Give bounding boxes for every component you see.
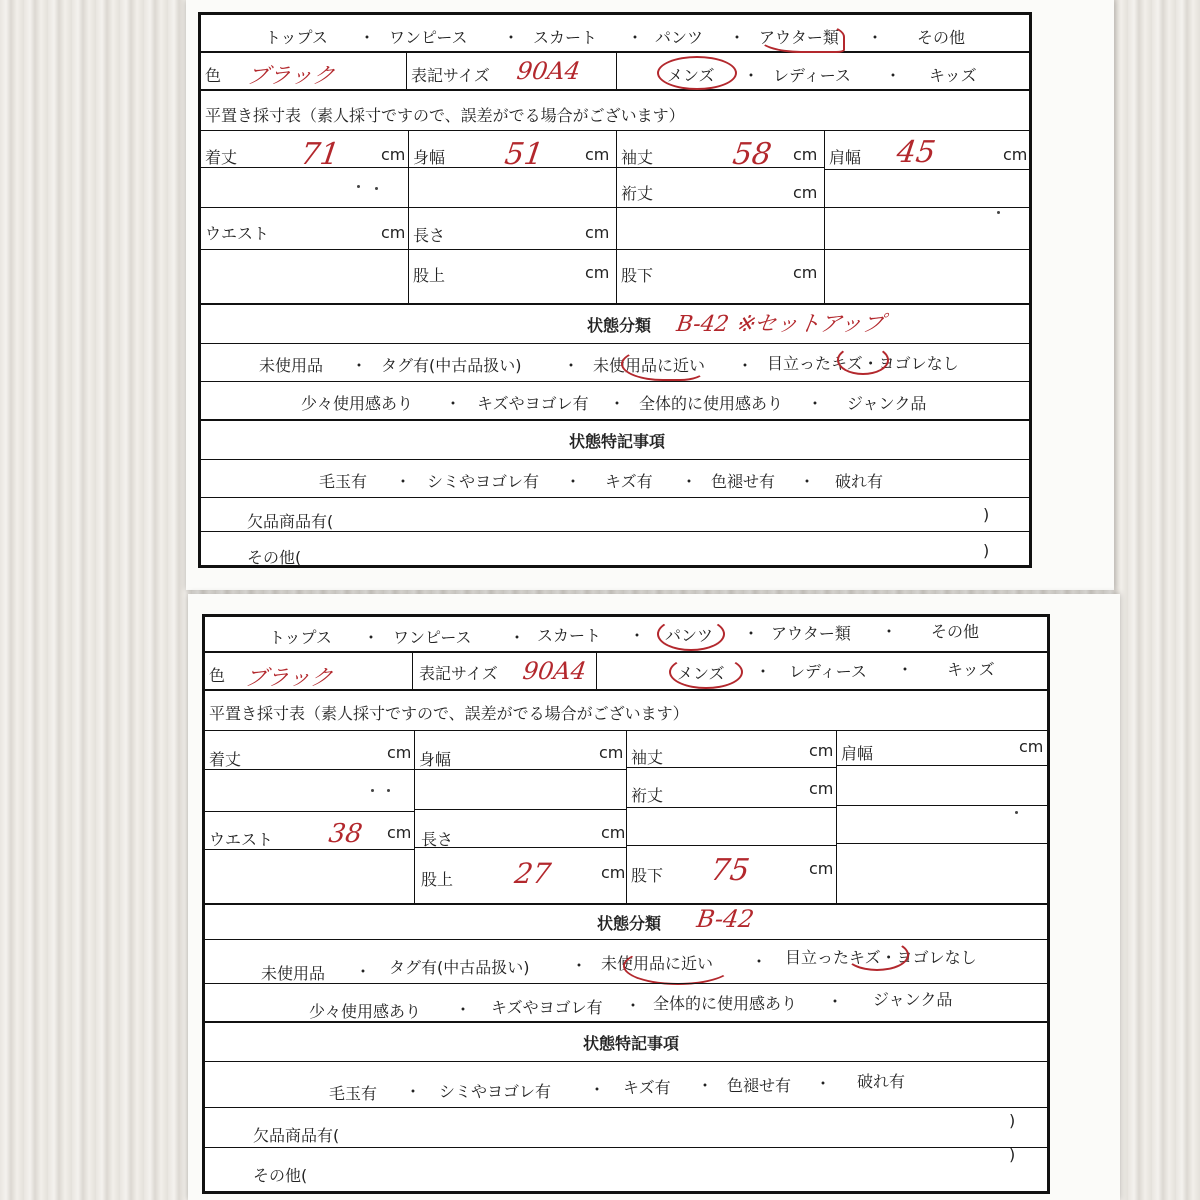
remark-tears: 破れ有 xyxy=(857,1072,906,1091)
condition-block xyxy=(205,905,1047,1023)
cond-no-damage: 目立ったキズ・ヨゴレなし xyxy=(767,354,959,373)
remark-tears: 破れ有 xyxy=(835,472,884,491)
separator: ・ xyxy=(681,472,698,491)
other-label: その他( xyxy=(247,548,302,567)
selection-circle xyxy=(757,21,845,53)
remarks-block xyxy=(205,1023,1047,1191)
category-row xyxy=(205,617,1047,653)
separator: ・ xyxy=(697,1076,714,1095)
separator: ・ xyxy=(827,992,844,1011)
gender-mens: メンズ xyxy=(677,664,725,683)
remarks-block xyxy=(201,421,1029,565)
cond-slight-use: 少々使用感あり xyxy=(309,1002,422,1021)
color-label: 色 xyxy=(209,666,226,685)
size-cell xyxy=(407,53,617,89)
unit-cm: cm xyxy=(809,741,834,760)
remarks-title: 状態特記事項 xyxy=(569,432,666,451)
measure-table-title: 平置き採寸表（素人採寸ですので、誤差がでる場合がございます） xyxy=(205,106,685,125)
separator: ・ xyxy=(571,956,588,975)
measure-title-row xyxy=(201,91,1029,131)
label-shoulder: 肩幅 xyxy=(829,148,862,167)
label-yuki: 裄丈 xyxy=(631,786,664,805)
measure-col-2 xyxy=(415,731,627,903)
separator: ・ xyxy=(799,472,816,491)
gender-ladies: レディース xyxy=(789,662,867,681)
unit-cm: cm xyxy=(601,823,626,842)
remark-fading: 色褪せ有 xyxy=(727,1076,792,1095)
unit-cm: cm xyxy=(1003,145,1028,164)
separator: ・ xyxy=(455,1000,472,1019)
value-inseam: 75 xyxy=(708,853,752,888)
condition-title: 状態分類 xyxy=(587,316,652,335)
color-size-row xyxy=(201,53,1029,91)
separator: ・ xyxy=(807,394,824,413)
condition-block xyxy=(201,305,1029,421)
color-value: ブラック xyxy=(244,64,337,89)
separator: ・ xyxy=(509,628,526,647)
cond-no-damage: 目立ったキズ・ヨゴレなし xyxy=(785,948,977,967)
unit-cm: cm xyxy=(381,223,406,242)
size-label: 表記サイズ xyxy=(411,66,490,85)
condition-form-bottom xyxy=(202,614,1050,1194)
unit-cm: cm xyxy=(601,863,626,882)
separator: ・ xyxy=(743,66,760,85)
missing-parts-label: 欠品商品有( xyxy=(247,512,334,531)
category-outer: アウター類 xyxy=(771,624,851,643)
color-size-row xyxy=(205,653,1047,691)
separator: ・ xyxy=(815,1074,832,1093)
value-rise: 27 xyxy=(512,857,553,890)
separator: ・ xyxy=(503,28,520,47)
separator: ・ xyxy=(897,660,914,679)
value-length: 71 xyxy=(298,137,342,172)
remarks-title: 状態特記事項 xyxy=(583,1034,680,1053)
separator: ・ xyxy=(743,624,760,643)
unit-cm: cm xyxy=(793,145,818,164)
close-paren: ) xyxy=(1009,1145,1016,1164)
measure-col-4 xyxy=(837,731,1047,903)
condition-note: B-42 xyxy=(695,905,756,933)
unit-cm: cm xyxy=(387,823,412,842)
separator: ・ xyxy=(885,66,902,85)
cond-unused: 未使用品 xyxy=(259,356,324,375)
remark-pilling: 毛玉有 xyxy=(319,472,368,491)
measure-col-3 xyxy=(617,131,825,303)
cond-tagged: タグ有(中古品扱い) xyxy=(381,356,522,375)
separator: ・ xyxy=(755,662,772,681)
selection-circle xyxy=(657,617,725,651)
separator: ・ xyxy=(563,356,580,375)
condition-form-top xyxy=(198,12,1032,568)
unit-cm: cm xyxy=(1019,737,1044,756)
stray-mark xyxy=(357,185,360,188)
category-outer: アウター類 xyxy=(759,28,839,47)
gender-cell xyxy=(617,53,1029,89)
separator: ・ xyxy=(355,962,372,981)
category-skirt: スカート xyxy=(533,28,598,47)
category-skirt: スカート xyxy=(537,626,602,645)
gender-ladies: レディース xyxy=(773,66,851,85)
selection-circle xyxy=(657,56,737,90)
unit-cm: cm xyxy=(809,859,834,878)
stray-mark xyxy=(997,211,1000,214)
label-length: 着丈 xyxy=(205,148,238,167)
unit-cm: cm xyxy=(793,183,818,202)
gender-cell xyxy=(597,653,1047,689)
category-tops: トップス xyxy=(269,628,332,647)
separator: ・ xyxy=(445,394,462,413)
measure-grid xyxy=(201,131,1029,305)
size-value: 90A4 xyxy=(521,657,589,685)
measure-col-4 xyxy=(825,131,1029,303)
measure-col-2 xyxy=(409,131,617,303)
remark-scratches: キズ有 xyxy=(605,472,653,491)
gender-kids: キッズ xyxy=(947,660,995,679)
category-tops: トップス xyxy=(265,28,328,47)
selection-circle xyxy=(669,655,743,689)
separator: ・ xyxy=(627,28,644,47)
color-value: ブラック xyxy=(242,666,335,691)
label-inseam: 股下 xyxy=(621,266,654,285)
label-sleeve: 袖丈 xyxy=(621,148,654,167)
selection-circle xyxy=(837,345,889,375)
unit-cm: cm xyxy=(809,779,834,798)
unit-cm: cm xyxy=(381,145,406,164)
remark-scratches: キズ有 xyxy=(623,1078,671,1097)
label-waist: ウエスト xyxy=(209,830,274,849)
remark-pilling: 毛玉有 xyxy=(329,1084,378,1103)
cond-junk: ジャンク品 xyxy=(847,394,927,413)
category-pants: パンツ xyxy=(655,28,704,47)
value-shoulder: 45 xyxy=(894,135,938,170)
measure-col-1 xyxy=(205,731,415,903)
unit-cm: cm xyxy=(585,145,610,164)
category-other: その他 xyxy=(931,622,980,641)
cond-slight-use: 少々使用感あり xyxy=(301,394,414,413)
color-label: 色 xyxy=(205,66,222,85)
remark-fading: 色褪せ有 xyxy=(711,472,776,491)
label-rise: 股上 xyxy=(421,870,454,889)
selection-circle xyxy=(845,939,909,971)
value-waist: 38 xyxy=(326,819,365,849)
cond-junk: ジャンク品 xyxy=(873,990,953,1009)
measure-grid xyxy=(205,731,1047,905)
category-onepiece: ワンピース xyxy=(393,628,472,647)
label-shoulder: 肩幅 xyxy=(841,744,874,763)
measure-col-3 xyxy=(627,731,837,903)
separator: ・ xyxy=(609,394,626,413)
separator: ・ xyxy=(751,952,768,971)
stray-mark xyxy=(375,187,378,190)
cond-overall-use: 全体的に使用感あり xyxy=(639,394,784,413)
separator: ・ xyxy=(351,356,368,375)
size-value: 90A4 xyxy=(515,57,583,85)
label-inseam: 股下 xyxy=(631,866,664,885)
unit-cm: cm xyxy=(599,743,624,762)
separator: ・ xyxy=(359,28,376,47)
other-label: その他( xyxy=(253,1166,308,1185)
color-cell xyxy=(205,653,413,689)
cond-unused: 未使用品 xyxy=(261,964,326,983)
size-cell xyxy=(413,653,597,689)
close-paren: ) xyxy=(1009,1111,1016,1130)
stray-mark xyxy=(371,789,374,792)
close-paren: ) xyxy=(983,505,990,524)
value-width: 51 xyxy=(502,137,546,172)
measure-title-row xyxy=(205,691,1047,731)
stray-mark xyxy=(387,789,390,792)
separator: ・ xyxy=(737,356,754,375)
label-sleeve: 袖丈 xyxy=(631,748,664,767)
cond-near-unused: 未使用品に近い xyxy=(593,356,706,375)
separator: ・ xyxy=(395,472,412,491)
close-paren: ) xyxy=(983,541,990,560)
category-pants: パンツ xyxy=(665,626,714,645)
remark-stains: シミやヨゴレ有 xyxy=(427,472,540,491)
separator: ・ xyxy=(867,28,884,47)
category-onepiece: ワンピース xyxy=(389,28,468,47)
selection-circle xyxy=(621,347,705,381)
label-width: 身幅 xyxy=(419,750,452,769)
remark-stains: シミやヨゴレ有 xyxy=(439,1082,552,1101)
separator: ・ xyxy=(405,1082,422,1101)
selection-circle xyxy=(623,947,733,985)
separator: ・ xyxy=(629,626,646,645)
label-width: 身幅 xyxy=(413,148,446,167)
unit-cm: cm xyxy=(585,223,610,242)
separator: ・ xyxy=(565,472,582,491)
stray-mark xyxy=(1015,811,1018,814)
label-length: 着丈 xyxy=(209,750,242,769)
color-cell xyxy=(201,53,407,89)
unit-cm: cm xyxy=(387,743,412,762)
separator: ・ xyxy=(589,1080,606,1099)
value-sleeve: 58 xyxy=(730,137,774,172)
separator: ・ xyxy=(729,28,746,47)
separator: ・ xyxy=(625,996,642,1015)
cond-tagged: タグ有(中古品扱い) xyxy=(389,958,530,977)
unit-cm: cm xyxy=(793,263,818,282)
missing-parts-label: 欠品商品有( xyxy=(253,1126,340,1145)
category-row xyxy=(201,15,1029,53)
separator: ・ xyxy=(881,622,898,641)
cond-near-unused: 未使用品に近い xyxy=(601,954,714,973)
gender-mens: メンズ xyxy=(667,66,715,85)
label-nagasa: 長さ xyxy=(413,226,446,245)
label-yuki: 裄丈 xyxy=(621,184,654,203)
condition-note: B-42 ※セットアップ xyxy=(674,312,886,337)
measure-table-title: 平置き採寸表（素人採寸ですので、誤差がでる場合がございます） xyxy=(209,704,689,723)
label-waist: ウエスト xyxy=(205,224,270,243)
cond-overall-use: 全体的に使用感あり xyxy=(653,994,798,1013)
paper-sheet-top xyxy=(186,0,1114,590)
separator: ・ xyxy=(363,628,380,647)
label-nagasa: 長さ xyxy=(421,830,454,849)
label-rise: 股上 xyxy=(413,266,446,285)
cond-scratches: キズやヨゴレ有 xyxy=(477,394,589,413)
gender-kids: キッズ xyxy=(929,66,977,85)
condition-title: 状態分類 xyxy=(597,914,662,933)
cond-scratches: キズやヨゴレ有 xyxy=(491,998,603,1017)
size-label: 表記サイズ xyxy=(419,664,498,683)
measure-col-1 xyxy=(201,131,409,303)
unit-cm: cm xyxy=(585,263,610,282)
paper-sheet-bottom xyxy=(188,594,1120,1200)
category-other: その他 xyxy=(917,28,966,47)
